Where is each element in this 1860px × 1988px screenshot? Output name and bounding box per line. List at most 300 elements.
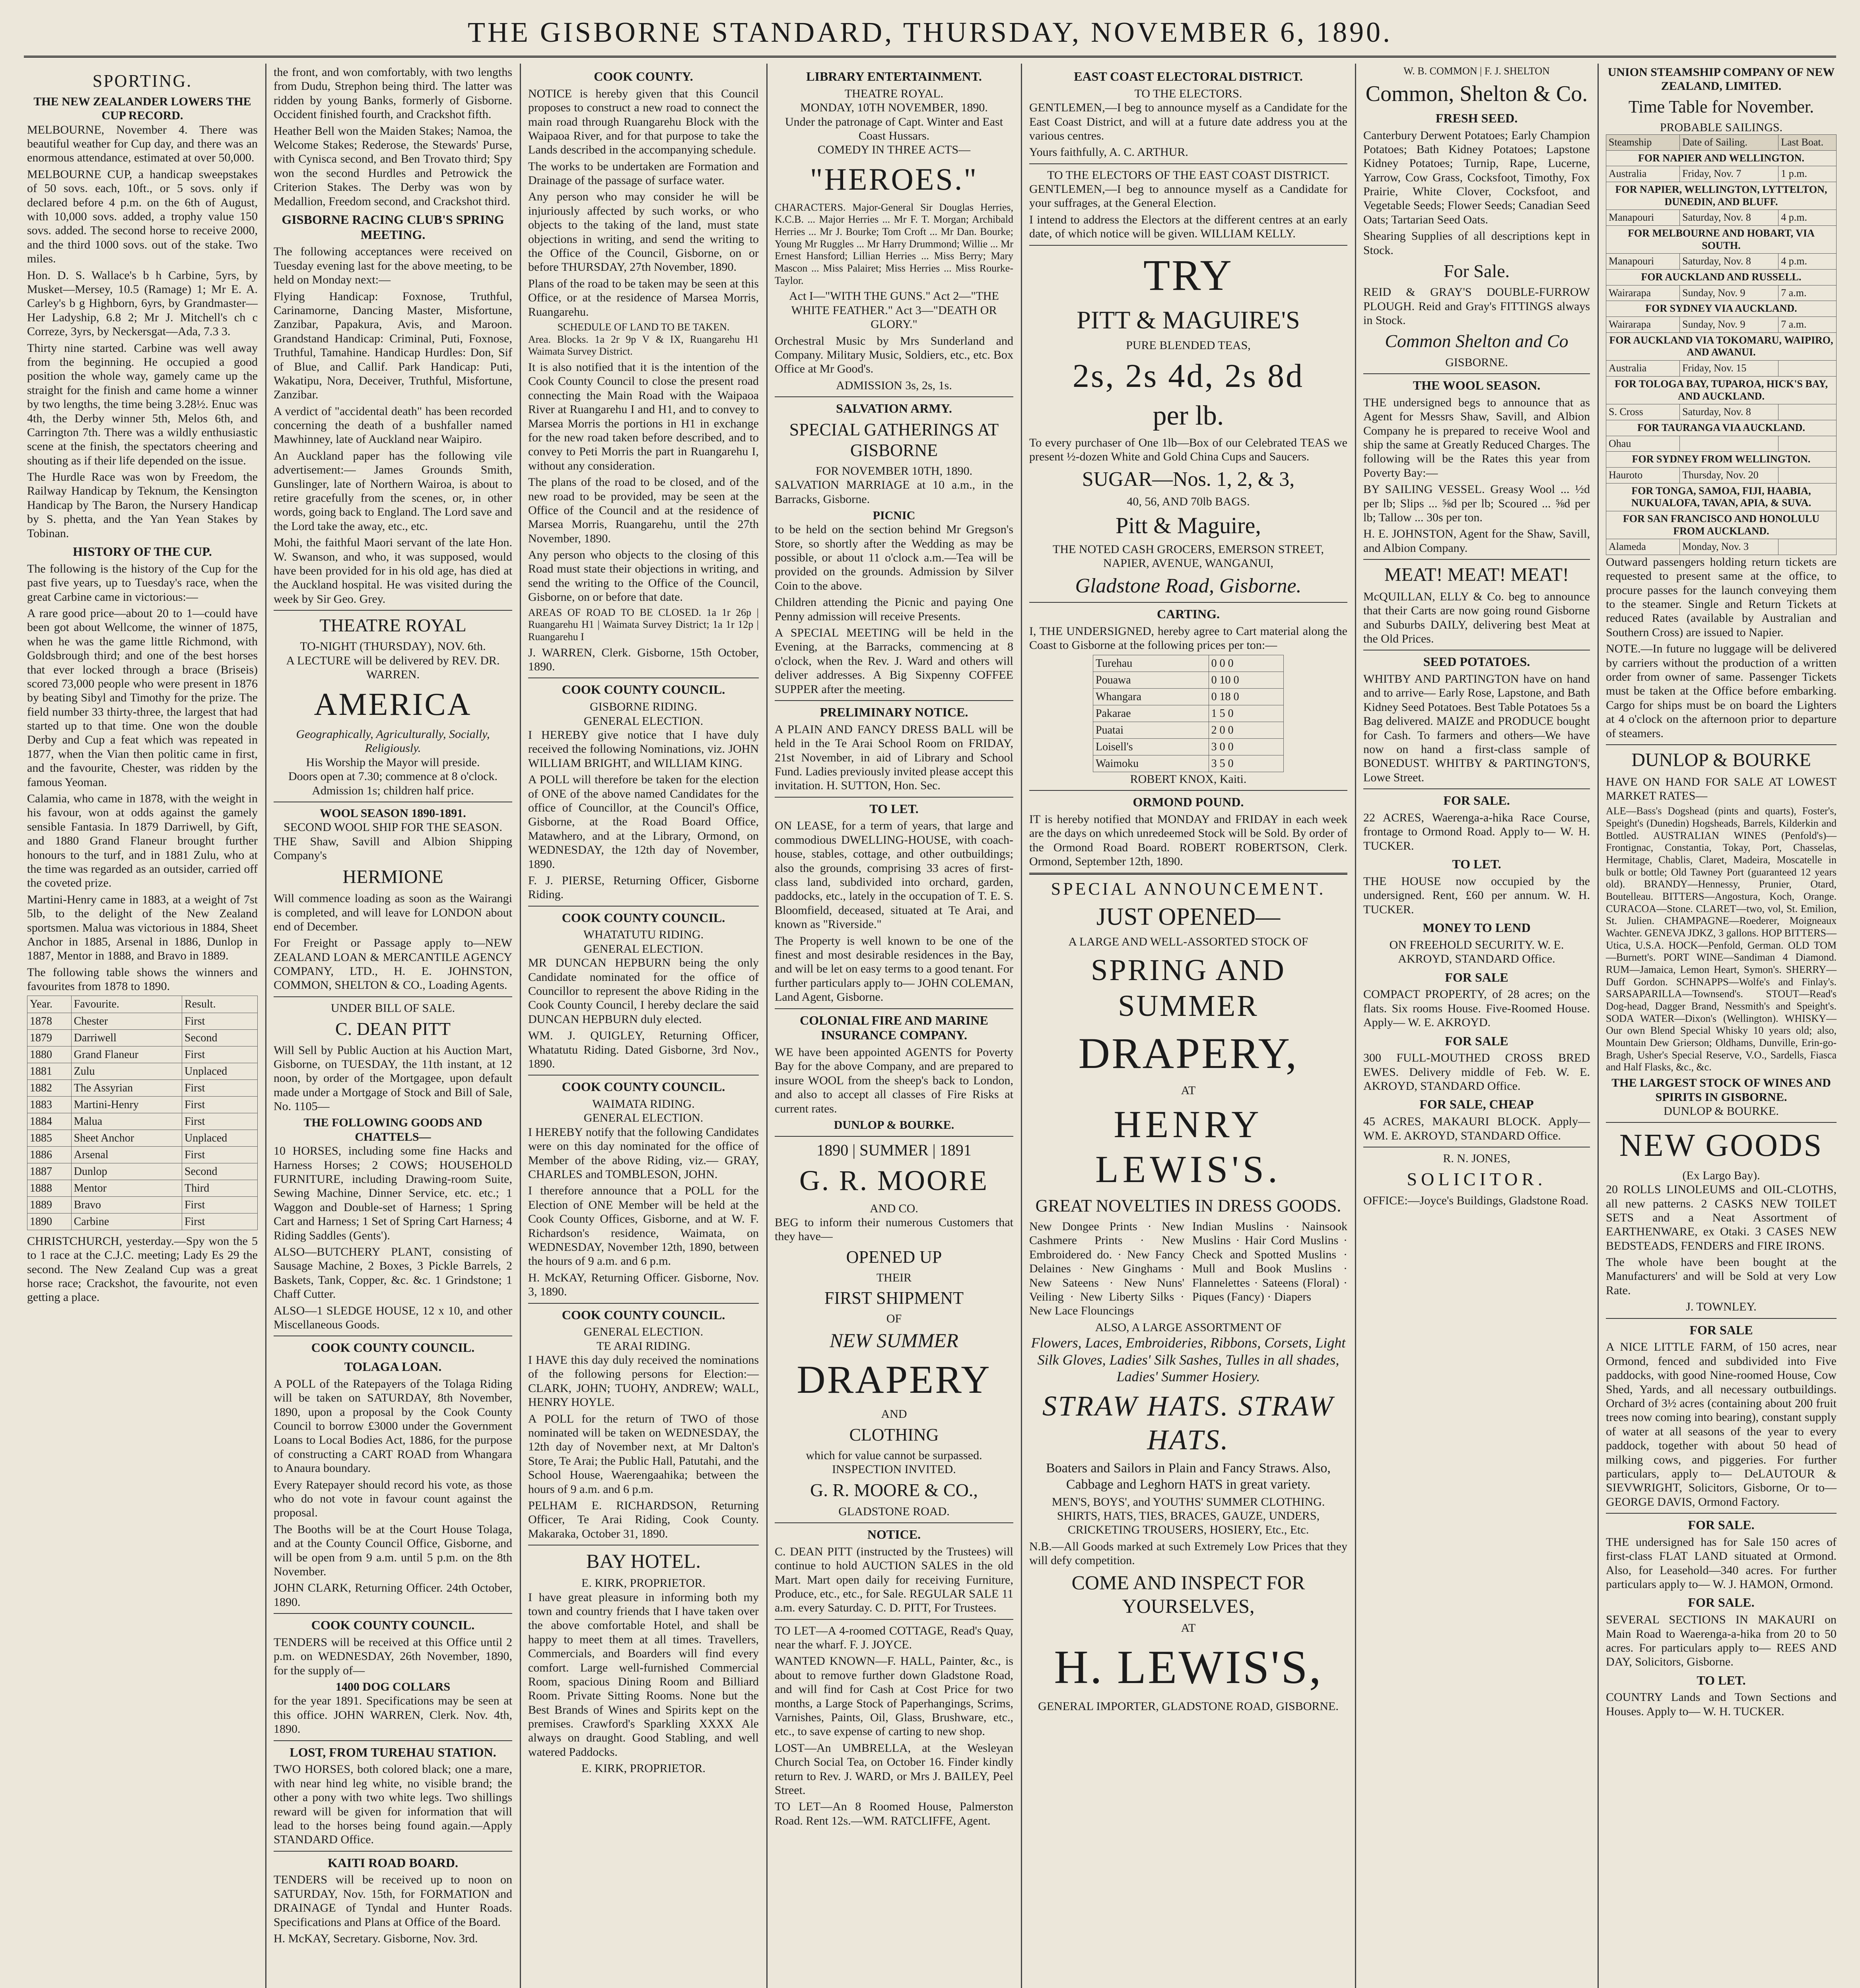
ad-paragraph: Plans of the road to be taken may be seen at this Office, or at the residence of Marsea Morris, Ruangarehu.: [528, 277, 759, 318]
table-cell: First: [182, 1196, 258, 1213]
ad-paragraph: I intend to address the Electors at the different centres at an early date, of which notice will be given. WILLIAM KELLY.: [1029, 213, 1347, 241]
table-header: Steamship: [1606, 135, 1680, 151]
table-cell: 4 p.m.: [1778, 254, 1837, 270]
column-electoral-and-lewis: [1022, 64, 1356, 1988]
table-row: [1093, 672, 1284, 688]
table-cell: Turehau: [1093, 655, 1209, 672]
table-header: Last Boat.: [1778, 135, 1837, 151]
table-cell: Ohau: [1606, 436, 1680, 452]
table-cell: Saturday, Nov. 8: [1680, 254, 1778, 270]
table-cell: Manapouri: [1606, 210, 1680, 226]
masthead-date-line: THE GISBORNE STANDARD, THURSDAY, NOVEMBER 6, 1890.: [467, 16, 1393, 48]
ad-paragraph: BEG to inform their numerous Customers that they have—: [775, 1215, 1013, 1243]
route-heading: FOR AUCKLAND VIA TOKOMARU, WAIPIRO, AND AWANUI.: [1606, 332, 1837, 360]
notice-heading: FOR SALE: [1445, 970, 1508, 984]
table-cell: Whangara: [1093, 688, 1209, 705]
ad-line: AT: [1181, 1084, 1196, 1097]
ad-headline: FIRST SHIPMENT: [824, 1288, 964, 1308]
table-row: [1606, 226, 1837, 254]
notice-heading: SEED POTATOES.: [1423, 654, 1530, 669]
table-row: [27, 1213, 258, 1230]
table-row: [1606, 317, 1837, 333]
notice-heading: COOK COUNTY COUNCIL.: [562, 1307, 725, 1322]
ad-line: Geographically, Agriculturally, Socially, Religiously.: [296, 728, 490, 755]
table-row: [27, 1180, 258, 1196]
grocer-name: PITT & MAGUIRE'S: [1077, 306, 1300, 334]
straw-hats-headline: STRAW HATS. STRAW HATS.: [1042, 1390, 1334, 1456]
ad-paragraph: Outward passengers holding return tickets are requested to present same at the office, to procure passes for the launch conveying them to the steamer. Single and Return Tickets at reduced Rates (available by Australian and Southern Cross) are issued to Napier.: [1606, 555, 1837, 639]
ad-line: DUNLOP & BOURKE.: [1664, 1104, 1779, 1118]
article-paragraph: Mohi, the faithful Maori servant of the late Hon. W. Swanson, and who, it was supposed, would have been provided for in his old age, has died at the Auckland hospital. He was visited during the week by Sir Geo. Grey.: [274, 536, 512, 606]
ad-paragraph: 10 HORSES, including some fine Hacks and Harness Horses; 2 COWS; HOUSEHOLD FURNITURE, including Drawing-room Suite, Sewing Machine, Dinner Service, etc. etc.; 1 Waggon and Double-set of Harness; 1 Spring Cart and Harness; 1 Set of Spring Cart Harness; 4 Riding Saddles (Gents').: [274, 1144, 512, 1242]
divider: [775, 1619, 1013, 1620]
divider: [274, 1851, 512, 1852]
notice-heading: THE WOOL SEASON.: [1413, 378, 1541, 393]
notice-heading: ORMOND POUND.: [1133, 795, 1244, 810]
ad-paragraph: MR DUNCAN HEPBURN being the only Candidate nominated for the office of Councillor to represent the above Riding in the Cook County Council, I hereby declare the said DUNCAN HEPBURN duly elected.: [528, 956, 759, 1026]
ad-line: TE ARAI RIDING.: [597, 1339, 690, 1353]
cup-history-heading: HISTORY OF THE CUP.: [73, 544, 212, 559]
ad-paragraph: THE undersigned begs to announce that as Agent for Messrs Shaw, Savill, and Albion Company he is prepared to receive Wool and ship the same at Greatly Reduced Charges. The following will be the Rates this year from Poverty Bay:—: [1363, 396, 1590, 480]
table-cell: Mentor: [71, 1180, 182, 1196]
timetable-heading: Time Table for November.: [1628, 97, 1814, 116]
table-cell: Pakarae: [1093, 705, 1209, 722]
table-cell: 3 0 0: [1209, 738, 1283, 755]
dress-goods-lists: [1029, 1219, 1347, 1320]
table-cell: Second: [182, 1029, 258, 1046]
ad-line: THEIR: [876, 1271, 912, 1284]
henry-lewis-headline: HENRY LEWIS'S.: [1095, 1103, 1281, 1190]
ad-paragraph: The plans of the road to be closed, and of the new road to be provided, may be seen at the Office of the Council and at the residence of Marsea Morris, Ruangarehu, until the 27th November, 1890.: [528, 476, 759, 545]
table-row: [1606, 376, 1837, 404]
season-banner: 1890 | SUMMER | 1891: [816, 1141, 972, 1159]
ad-paragraph: The Property is well known to be one of the finest and most desirable residences in the Bay, and will be let on easy terms to a good tenant. For further particulars apply to— JOHN COLEMAN, Land Agent, Gisborne.: [775, 934, 1013, 1004]
route-heading: FOR AUCKLAND AND RUSSELL.: [1606, 270, 1837, 285]
ad-line: Under the patronage of Capt. Winter and East Coast Hussars.: [785, 115, 1003, 142]
ad-paragraph: WE have been appointed AGENTS for Poverty Bay for the above Company, and are prepared to insure WOOL from the sheep's back to London, and also to accept all classes of Fire Risks at current rates.: [775, 1046, 1013, 1115]
table-cell: Saturday, Nov. 8: [1680, 404, 1778, 420]
ad-paragraph: WANTED KNOWN—F. HALL, Painter, &c., is about to remove further down Gladstone Road, and will find for Cash at Cost Price for two months, a Large Stock of Paperhangings, Scrims, Varnishes, Paints, Oil, Glass, Brushware, etc., etc., to save expense of carting to new shop.: [775, 1654, 1013, 1738]
notice-heading: EAST COAST ELECTORAL DISTRICT.: [1074, 69, 1303, 83]
notice-heading: COOK COUNTY COUNCIL.: [562, 1079, 725, 1094]
ad-paragraph: THE Shaw, Savill and Albion Shipping Company's: [274, 835, 512, 862]
store-name-footer: G. R. MOORE & CO.,: [810, 1480, 978, 1501]
table-row: [1606, 210, 1837, 226]
ad-paragraph: Orchestral Music by Mrs Sunderland and Company. Military Music, Soldiers, etc., etc. Box Office at Mr Good's.: [775, 334, 1013, 376]
ad-line: A LECTURE will be delivered by REV. DR. WARREN.: [286, 654, 500, 681]
table-header: Year.: [27, 996, 72, 1013]
table-cell: Wairarapa: [1606, 317, 1680, 333]
table-cell: First: [182, 1013, 258, 1029]
ad-line: PURE BLENDED TEAS,: [1126, 338, 1251, 352]
ad-paragraph: HAVE ON HAND FOR SALE AT LOWEST MARKET RATES—: [1606, 775, 1837, 802]
ad-paragraph: The Booths will be at the Court House Tolaga, and at the County Council Office, Gisborne, and will be open from 9 a.m. until 5 p.m. on the 8th November.: [274, 1522, 512, 1578]
table-cell: First: [182, 1079, 258, 1096]
ad-line: (Ex Largo Bay).: [1682, 1169, 1760, 1182]
ad-paragraph: To every purchaser of One 1lb—Box of our Celebrated TEAS we present ½-dozen White and Gold China Cups and Saucers.: [1029, 436, 1347, 464]
ad-paragraph: A PLAIN AND FANCY DRESS BALL will be held in the Te Arai School Room on FRIDAY, 21st November, in aid of Library and School Fund. Ladies previously invited please accept this invitation. H. SUTTON, Hon. Sec.: [775, 722, 1013, 792]
ad-paragraph: AREAS OF ROAD TO BE CLOSED. 1a 1r 26p | Ruangarehu H1 | Waimata Survey District; 1a 1r 12p | Ruangarehu I: [528, 606, 759, 643]
table-cell: Manapouri: [1606, 254, 1680, 270]
table-cell: 1879: [27, 1029, 72, 1046]
divider: [775, 700, 1013, 701]
ad-paragraph: NOTE.—In future no luggage will be delivered by carriers without the production of a written order from owner of same. Passenger Tickets must be taken at the Office before embarking. Cargo for ships must be on board the Lighters at 4 o'clock on the afternoon prior to departure of steamers.: [1606, 642, 1837, 740]
grocer-name: Pitt & Maguire,: [1116, 512, 1261, 538]
table-cell: Hauroto: [1606, 467, 1680, 483]
table-cell: 1883: [27, 1096, 72, 1113]
table-cell: 1889: [27, 1196, 72, 1213]
ad-line: INSPECTION INVITED.: [832, 1462, 956, 1476]
ad-paragraph: REID & GRAY'S DOUBLE-FURROW PLOUGH. Reid and Gray's FITTINGS always in Stock.: [1363, 285, 1590, 327]
ad-paragraph: A POLL will therefore be taken for the election of ONE of the above named Candidates for the office of Councillor, at the Council's Office, Gisborne, at the Road Board Office, Matawhero, and at the Library, Ormond, on WEDNESDAY, the 12th day of November, 1890.: [528, 773, 759, 871]
table-cell: Australia: [1606, 166, 1680, 182]
table-cell: First: [182, 1046, 258, 1063]
ad-line: GENERAL ELECTION.: [583, 942, 704, 955]
notice-heading: FOR SALE.: [1443, 793, 1510, 808]
ad-paragraph: Boaters and Sailors in Plain and Fancy Straws. Also, Cabbage and Leghorn HATS in great variety.: [1046, 1461, 1331, 1492]
notice-heading: TO LET.: [869, 801, 919, 816]
table-cell: Alameda: [1606, 539, 1680, 555]
divider: [274, 1740, 512, 1741]
ad-line: GISBORNE.: [1445, 355, 1508, 369]
divider: [1606, 1513, 1837, 1514]
notice-heading: FOR SALE: [1689, 1322, 1753, 1337]
route-heading: FOR TOLOGA BAY, TUPAROA, HICK'S BAY, AND AUCKLAND.: [1606, 376, 1837, 404]
table-row: [27, 1013, 258, 1029]
ad-line: AND: [881, 1408, 907, 1421]
tea-prices: 2s, 2s 4d, 2s 8d: [1072, 357, 1304, 395]
notice-heading: FOR SALE: [1445, 1033, 1508, 1048]
divider: [1363, 788, 1590, 789]
notice-heading: FRESH SEED.: [1435, 111, 1518, 125]
ad-paragraph: It is also notified that it is the intention of the Cook County Council to close the present road connecting the Main Road with the Waipaoa River at Ruangarehu I and H1, and to convey to Marsea Morris the portions in H1 in exchange for the new road taken before described, and to convey to Peti Morris the part in Ruangarehu I, without any consideration.: [528, 361, 759, 472]
notice-heading: LOST, FROM TUREHAU STATION.: [290, 1745, 496, 1759]
table-cell: Carbine: [71, 1213, 182, 1230]
ad-paragraph: TENDERS will be received up to noon on SATURDAY, Nov. 15th, for FORMATION and DRAINAGE of Tyndal and Hunter Roads. Specifications and Plans at Office of the Board.: [274, 1873, 512, 1929]
table-row: [27, 1113, 258, 1130]
ad-paragraph: A POLL for the return of TWO of those nominated will be taken on WEDNESDAY, the 12th day of November next, at Mr Dalton's Store, Te Arai; the Public Hall, Patutahi, and the School House, Waerengaahika; between the hours of 9 a.m. and 6 p.m.: [528, 1412, 759, 1496]
article-paragraph: MELBOURNE, November 4. There was beautiful weather for Cup day, and there was an enormous attendance, estimated at over 50,000.: [27, 123, 258, 165]
table-row: [1606, 285, 1837, 301]
firm-name-script: Common Shelton and Co: [1385, 331, 1568, 351]
new-goods-headline: NEW GOODS: [1619, 1128, 1823, 1163]
ad-line: E. KIRK, PROPRIETOR.: [581, 1576, 706, 1590]
lecture-title: AMERICA: [314, 687, 472, 722]
ad-paragraph: I HAVE this day duly received the nominations of the following persons for Election:— CLARK, JOHN; TUOHY, ANDREW; WALL, HENRY HOYLE.: [528, 1353, 759, 1409]
ad-paragraph: THE HOUSE now occupied by the undersigned. Rent, £60 per annum. W. H. TUCKER.: [1363, 874, 1590, 916]
table-row: [27, 1079, 258, 1096]
table-row: [1606, 254, 1837, 270]
table-cell: First: [182, 1096, 258, 1113]
ad-paragraph: ALSO—1 SLEDGE HOUSE, 12 x 10, and other Miscellaneous Goods.: [274, 1304, 512, 1331]
ad-paragraph: The whole have been bought at the Manufacturers' and will be Sold at very Low Rate.: [1606, 1256, 1837, 1297]
ad-line: GENERAL ELECTION.: [583, 714, 704, 728]
notice-heading: PRELIMINARY NOTICE.: [820, 705, 968, 719]
ad-line: THE LARGEST STOCK OF WINES AND SPIRITS IN GISBORNE.: [1611, 1076, 1831, 1104]
ad-paragraph: SALVATION MARRIAGE at 10 a.m., in the Barracks, Gisborne.: [775, 478, 1013, 506]
ad-line: TO-NIGHT (THURSDAY), NOV. 6th.: [300, 640, 486, 653]
ad-paragraph: 22 ACRES, Waerenga-a-hika Race Course, frontage to Ormond Road. Apply to— W. H. TUCKER.: [1363, 811, 1590, 852]
notice-heading: TO LET.: [1697, 1673, 1746, 1687]
notice-heading: FOR SALE.: [1688, 1595, 1755, 1610]
table-row: [1093, 688, 1284, 705]
table-row: [1606, 166, 1837, 182]
table-cell: 1885: [27, 1130, 72, 1146]
partners-line: W. B. COMMON | F. J. SHELTON: [1403, 65, 1550, 77]
article-paragraph: Thirty nine started. Carbine was well away from the beginning. He occupied a good position the whole way, gamely came up the straight for the finish and came home a winner by two lengths, the time being 3.28½. Enuc was 4th, the Derby winner 5th, Melos 6th, and Carrington 7th. There was a wildly enthusiastic scene at the finish, the spectators cheering and shouting as if their life depended on the issue.: [27, 341, 258, 467]
ad-paragraph: TWO HORSES, both colored black; one a mare, with near hind leg white, no visible brand; the other a pony with two white legs. Two shillings reward will be given for information that will lead to the horses being found again.—Apply STANDARD Office.: [274, 1763, 512, 1846]
divider: [775, 396, 1013, 397]
masthead-rule: [24, 56, 1836, 58]
ad-paragraph: ON LEASE, for a term of years, that large and commodious DWELLING-HOUSE, with coach-house, stables, cottage, and other outbuildings; also the grounds, comprising 33 acres of first-class land, subdivided into orchard, garden, paddocks, etc., lately in the occupation of T. E. S. Bloomfield, deceased, situated at Te Arai, and known as "Riverside.": [775, 819, 1013, 931]
divider: [1029, 245, 1347, 246]
ad-line: PICNIC: [873, 509, 915, 522]
firm-name: Common, Shelton & Co.: [1365, 81, 1588, 106]
table-cell: Grand Flaneur: [71, 1046, 182, 1063]
ad-line: His Worship the Mayor will preside.: [306, 755, 480, 769]
divider: [775, 1522, 1013, 1523]
column-county-notices: [521, 64, 768, 1988]
just-opened: JUST OPENED—: [1096, 903, 1281, 930]
route-heading: FOR SYDNEY VIA AUCKLAND.: [1606, 301, 1837, 317]
table-cell: [1778, 539, 1837, 555]
solicitor-heading: SOLICITOR.: [1407, 1169, 1547, 1190]
ad-paragraph: Flowers, Laces, Embroideries, Ribbons, Corsets, Light Silk Gloves, Ladies' Silk Sashes, Tulles in all shades, Ladies' Summer Hosiery.: [1031, 1335, 1346, 1385]
table-row: [1606, 539, 1837, 555]
route-heading: FOR TAURANGA VIA AUCKLAND.: [1606, 420, 1837, 436]
table-cell: First: [182, 1146, 258, 1163]
cup-winners-table: [27, 996, 258, 1230]
ad-paragraph: MEN'S, BOYS', and YOUTHS' SUMMER CLOTHING. SHIRTS, HATS, TIES, BRACES, GAUZE, UNDERS, CRICKETING TROUSERS, HOSIERY, Etc., Etc.: [1051, 1495, 1325, 1537]
notice-heading: KAITI ROAD BOARD.: [327, 1855, 459, 1870]
table-row: [1606, 404, 1837, 420]
ad-paragraph: PELHAM E. RICHARDSON, Returning Officer, Te Arai Riding, Cook County. Makaraka, October 31, 1890.: [528, 1499, 759, 1540]
table-row: [1093, 722, 1284, 738]
table-cell: 1886: [27, 1146, 72, 1163]
table-cell: Third: [182, 1180, 258, 1196]
ad-paragraph: COUNTRY Lands and Town Sections and Houses. Apply to— W. H. TUCKER.: [1606, 1691, 1837, 1718]
ad-paragraph: ALE—Bass's Dogshead (pints and quarts), Foster's, Speight's (Dunedin) Hogsheads, Barrels, Kilderkin and Bottled. AUSTRALIAN WINES (Penfold's)—Frontignac, Constantia, Tokay, Port, Chasselas, Hermitage, Chablis, Claret, Madeira, Moscatelle in bulk or bottle; Old Tawney Port (guaranteed 12 years old). BRANDY—Hennessy, Prunier, Otard, Boutelleau. BITTERS—Angostura, Koch, Orange. CURACOA—Stone. CLARET—two, vol, St. Emilion, St. Julien. CHAMPAGNE—Roederer, Moigneaux Wachter. GENEVA JDKZ, 3 gallons. HOP BITTERS—Utica, U.S.A. HOCK—Penfold, German. OLD TOM—Burnett's. PORT WINE—Sandiman 4 Diamond. RUM—Jamaica, Lemon Heart, Symon's. SHERRY—Duff Gordon. SCHNAPPS—Wolfe's and Finlay's. SARSAPARILLA—Townsend's. STOUT—Read's Dog-head, Dagger Brand, Nessmith's and Speight's. SODA WATER—Dixon's (Wellington). WHISKY—Our own Blend Special Whisky 10 years old; also, Mountain Dew Grierson; Oldhams, Dunville, Erin-go-Bragh, Usher's Special Reserve, V.O., Sardells, Fiasca and Half Flasks, &c., &c.: [1606, 805, 1837, 1073]
special-announcement: SPECIAL ANNOUNCEMENT.: [1051, 879, 1326, 899]
table-cell: Martini-Henry: [71, 1096, 182, 1113]
table-cell: [1680, 436, 1778, 452]
article-paragraph: A verdict of "accidental death" has been recorded concerning the death of a bushfaller named Mawhinney, late of Auckland near Waipiro.: [274, 404, 512, 446]
notice-heading: TOLAGA LOAN.: [344, 1359, 442, 1374]
ad-paragraph: Act I—"WITH THE GUNS." Act 2—"THE WHITE FEATHER." Act 3—"DEATH OR GLORY.": [789, 289, 999, 331]
dress-goods-headline: GREAT NOVELTIES IN DRESS GOODS.: [1035, 1196, 1341, 1216]
ad-line: J. TOWNLEY.: [1686, 1300, 1757, 1314]
ad-paragraph: GENTLEMEN,—I beg to announce myself as a Candidate for your suffrages, at the General Election.: [1029, 182, 1347, 210]
ad-paragraph: For Freight or Passage apply to—NEW ZEALAND LOAN & MERCANTILE AGENCY COMPANY, LTD., H. E. JOHNSTON, COMMON, SHELTON & CO., Loading Agents.: [274, 936, 512, 992]
table-row: [1093, 655, 1284, 672]
ad-line: GISBORNE RIDING.: [590, 700, 697, 714]
goods-list: Indian Muslins · Nainsook Muslins · Hair Cord Muslins · Check and Spotted Muslins · Mull and Book Muslins · Flannelettes · Sateens (Floral) · Piques (Fancy) · Diapers: [1192, 1220, 1347, 1303]
notice-heading: COOK COUNTY COUNCIL.: [562, 910, 725, 925]
grocer-address: Gladstone Road, Gisborne.: [1075, 574, 1302, 597]
ad-paragraph: Will Sell by Public Auction at his Auction Mart, Gisborne, on TUESDAY, the 11th instant, at 12 noon, by order of the Mortgagee, upon default made under a Mortgage of Stock and Bill of Sale, No. 1105—: [274, 1043, 512, 1113]
divider: [775, 1008, 1013, 1009]
ad-paragraph: NOTICE is hereby given that this Council proposes to construct a new road to connect the main road through Ruangarehu Block with the Waipaoa River, and for that purpose to take the Lands described in the accompanying schedule.: [528, 87, 759, 157]
table-cell: 1882: [27, 1079, 72, 1096]
table-cell: 1881: [27, 1063, 72, 1079]
notice-heading: NOTICE.: [867, 1527, 921, 1541]
ad-paragraph: F. J. PIERSE, Returning Officer, Gisborne Riding.: [528, 874, 759, 901]
ad-paragraph: 45 ACRES, MAKAURI BLOCK. Apply— WM. E. AKROYD, STANDARD Office.: [1363, 1115, 1590, 1142]
table-cell: First: [182, 1213, 258, 1230]
ad-line: OF: [886, 1312, 902, 1325]
notice-heading: TO LET.: [1452, 857, 1501, 872]
column-sporting: [20, 64, 266, 1988]
table-cell: Wairarapa: [1606, 285, 1680, 301]
table-row: [1606, 150, 1837, 166]
ad-line: SECOND WOOL SHIP FOR THE SEASON.: [283, 821, 503, 834]
table-row: [27, 1063, 258, 1079]
table-cell: 0 10 0: [1209, 672, 1283, 688]
table-cell: Friday, Nov. 15: [1680, 361, 1778, 377]
ad-paragraph: Canterbury Derwent Potatoes; Early Champion Potatoes; Bath Kidney Potatoes; Lapstone Kidney Potatoes; Turnip, Rape, Lucerne, Yarrow, Cow Grass, Cocksfoot, Timothy, Fox Prairie, White Clover, Cocksfoot, and Vegetable Seeds; Flower Seeds; Canadian Seed Oats; Tartarian Seed Oats.: [1363, 128, 1590, 226]
table-cell: Sheet Anchor: [71, 1130, 182, 1146]
table-cell: Australia: [1606, 361, 1680, 377]
h-lewis-headline: H. LEWIS'S,: [1054, 1640, 1323, 1694]
notice-heading: FOR SALE.: [1688, 1518, 1755, 1532]
ad-paragraph: IT is hereby notified that MONDAY and FRIDAY in each week are the days on which unredeemed Stock will be Sold. By order of the Ormond Road Board. ROBERT ROBERTSON, Clerk. Ormond, September 12th, 1890.: [1029, 813, 1347, 868]
ad-paragraph: C. DEAN PITT (instructed by the Trustees) will continue to hold AUCTION SALES in the old Mart. Mart open daily for receiving Furniture, Produce, etc., etc., for Sale. REGULAR SALE 11 a.m. every Saturday. C. D. PITT, For Trustees.: [775, 1545, 1013, 1615]
ad-headline-try: TRY: [1143, 250, 1233, 299]
ad-paragraph: A SPECIAL MEETING will be held in the Evening, at the Barracks, commencing at 8 o'clock, when the Rev. J. Ward and others will deliver addresses. A Big Sixpenny COFFEE SUPPER after the meeting.: [775, 626, 1013, 696]
ad-line: which for value cannot be surpassed.: [806, 1448, 982, 1462]
ad-paragraph: Any person who may consider he will be injuriously affected by such works, or who objects to the taking of the land, must state objections in writing, and send the writing to the Office of the Council, Gisborne, on or before THURSDAY, 27th November, 1890.: [528, 190, 759, 274]
ad-paragraph: Children attending the Picnic and paying One Penny admission will receive Presents.: [775, 596, 1013, 623]
table-cell: 7 a.m.: [1778, 317, 1837, 333]
table-header: Date of Sailing.: [1680, 135, 1778, 151]
notice-heading: CARTING.: [1157, 607, 1220, 621]
inspect-headline: COME AND INSPECT FOR YOURSELVES,: [1071, 1571, 1305, 1617]
ad-paragraph: Yours faithfully, A. C. ARTHUR.: [1029, 146, 1188, 159]
table-cell: 1 5 0: [1209, 705, 1283, 722]
racing-club-heading: GISBORNE RACING CLUB'S SPRING MEETING.: [282, 212, 504, 242]
notice-heading: LIBRARY ENTERTAINMENT.: [806, 69, 982, 83]
article-paragraph: Heather Bell won the Maiden Stakes; Namoa, the Welcome Stakes; Rederose, the Stewards' Purse, with Cynisca second, and Ben Trovato third; Spy won the second Hurdles and Petrowick the Criterion Stakes. The Derby was won by Medallion, Freedom second, and Crackshot third.: [274, 124, 512, 208]
ad-line: ALSO, A LARGE ASSORTMENT OF: [1095, 1320, 1282, 1334]
theatre-royal-heading: THEATRE ROYAL: [319, 615, 466, 636]
ad-paragraph: The works to be undertaken are Formation and Drainage of the passage of surface water.: [528, 159, 759, 187]
ad-line: E. KIRK, PROPRIETOR.: [581, 1762, 706, 1775]
table-row: [1606, 182, 1837, 210]
ad-line: TO THE ELECTORS OF THE EAST COAST DISTRICT.: [1047, 168, 1329, 182]
divider: [775, 797, 1013, 798]
divider: [528, 906, 759, 907]
route-heading: FOR MELBOURNE AND HOBART, VIA SOUTH.: [1606, 226, 1837, 254]
notice-heading: COOK COUNTY COUNCIL.: [562, 682, 725, 697]
ad-paragraph: I HEREBY notify that the following Candidates were on this day nominated for the office of Member of the above Riding, viz.— GRAY, CHARLES and TOMBLESON, JOHN.: [528, 1125, 759, 1181]
table-row: [27, 1029, 258, 1046]
drapery-headline: DRAPERY,: [1078, 1029, 1298, 1078]
article-paragraph: Martini-Henry came in 1883, at a weight of 7st 5lb, to the delight of the New Zealand sportsmen. Malua was victorious in 1884, Sheet Anchor in 1885, Arsenal in 1886, Dunlop in 1887, Mentor in 1888, and Bravo in 1889.: [27, 893, 258, 963]
hotel-name: BAY HOTEL.: [586, 1550, 701, 1573]
ad-paragraph: Area. Blocks. 1a 2r 9p V & IX, Ruangarehu H1 Waimata Survey District.: [528, 333, 759, 357]
table-cell: Malua: [71, 1113, 182, 1130]
column-news-and-notices: [266, 64, 521, 1988]
ad-line: THEATRE ROYAL.: [844, 87, 944, 100]
article-paragraph: MELBOURNE CUP, a handicap sweepstakes of 50 sovs. each, 10ft., or 5 sovs. only if declared before 4 p.m. on the 6th of August, with 10,000 sovs. added, a trophy value 150 sovs. added. The second horse to receive 2000, and the third 1000 sovs. out of the stake. Two miles.: [27, 167, 258, 266]
ad-paragraph: H. McKAY, Secretary. Gisborne, Nov. 3rd.: [274, 1932, 478, 1945]
divider: [528, 1075, 759, 1076]
table-row: [1606, 420, 1837, 436]
ad-line: THE NOTED CASH GROCERS, EMERSON STREET, NAPIER, AVENUE, WANGANUI,: [1053, 543, 1324, 570]
ad-paragraph: Every Ratepayer should record his vote, as those who do not vote in favour count against the proposal.: [274, 1478, 512, 1520]
divider: [1363, 559, 1590, 560]
table-row: [1606, 467, 1837, 483]
ad-paragraph: H. McKAY, Returning Officer. Gisborne, Nov. 3, 1890.: [528, 1271, 759, 1299]
ad-paragraph: TO LET—A 4-roomed COTTAGE, Read's Quay, near the wharf. F. J. JOYCE.: [775, 1624, 1013, 1652]
table-cell: The Assyrian: [71, 1079, 182, 1096]
table-cell: [1778, 436, 1837, 452]
masthead: [0, 0, 1860, 60]
store-name: G. R. MOORE: [799, 1164, 989, 1196]
play-title: "HEROES.": [810, 161, 978, 196]
ad-line: GENERAL IMPORTER, GLADSTONE ROAD, GISBORNE.: [1038, 1699, 1339, 1713]
ad-line: WHATATUTU RIDING.: [583, 928, 704, 942]
ad-paragraph: J. WARREN, Clerk. Gisborne, 15th October, 1890.: [528, 646, 759, 674]
notice-heading: COOK COUNTY COUNCIL.: [311, 1340, 475, 1355]
ad-paragraph: Shearing Supplies of all descriptions kept in Stock.: [1363, 229, 1590, 257]
divider: [1606, 1122, 1837, 1123]
table-cell: Waimoku: [1093, 755, 1209, 772]
ad-line: AT: [1181, 1621, 1196, 1635]
ad-paragraph: McQUILLAN, ELLY & Co. beg to announce that their Carts are now going round Gisborne and Suburbs DAILY, delivering best Meat at the Old Prices.: [1363, 590, 1590, 645]
table-cell: Loisell's: [1093, 738, 1209, 755]
ad-line: 1400 DOG COLLARS: [335, 1680, 451, 1694]
divider: [1029, 602, 1347, 603]
ad-paragraph: JOHN CLARK, Returning Officer. 24th October, 1890.: [274, 1581, 512, 1609]
ad-paragraph: A NICE LITTLE FARM, of 150 acres, near Ormond, fenced and subdivided into Five paddocks, with good Nine-roomed House, Cow Shed, Yards, and all necessary outbuildings. Orchard of 3½ acres (containing about 200 fruit trees now coming into bearing), constant supply of water at all seasons of the year to every paddock, together with about 50 head of milking cows, and piggeries. For further particulars, apply to— DeLAUTOUR & SIEVWRIGHT, Solicitors, Gisborne, Or to— GEORGE DAVIS, Ormond Factory.: [1606, 1340, 1837, 1508]
ad-paragraph: I, THE UNDERSIGNED, hereby agree to Cart material along the Coast to Gisborne at the following prices per ton:—: [1029, 624, 1347, 652]
divider: [528, 1303, 759, 1304]
ad-line: GENERAL ELECTION.: [583, 1111, 704, 1125]
table-cell: Unplaced: [182, 1130, 258, 1146]
table-cell: Friday, Nov. 7: [1680, 166, 1778, 182]
ad-paragraph: Any person who objects to the closing of this Road must state their objections in writing, and send the writing to the Office of the Council, Gisborne, on or before that date.: [528, 548, 759, 604]
table-row: [1606, 452, 1837, 468]
ad-paragraph: WHITBY AND PARTINGTON have on hand and to arrive— Early Rose, Lapstone, and Bath Kidney Seed Potatoes. Best Table Potatoes 5s a Bag delivered. MAIZE and PRODUCE bought for Cash. To farmers and others—We have now on hand a first-class sample of BONEDUST. WHITBY & PARTINGTON'S, Lowe Street.: [1363, 672, 1590, 784]
table-row: [1606, 270, 1837, 285]
notice-heading: COOK COUNTY COUNCIL.: [311, 1618, 475, 1633]
article-paragraph: Flying Handicap: Foxnose, Truthful, Carinamorne, Dancing Master, Misfortune, Zanzibar, Papakura, Avis, and Maroon. Grandstand Handicap: Criminal, Puti, Foxnose, Truthful, Tamahine. Handicap Hurdles: Don, Sif of Blue, and Callif. Park Handicap: Puti, Wakatipu, Nora, Deceiver, Truthful, Misfortune, Zanzibar.: [274, 289, 512, 402]
ad-paragraph: BY SAILING VESSEL. Greasy Wool ... ½d per lb; Slips ... ⅝d per lb; Scoured ... ⅝d per lb; Tallow ... 30s per ton.: [1363, 483, 1590, 524]
table-cell: Saturday, Nov. 8: [1680, 210, 1778, 226]
ad-paragraph: ON FREEHOLD SECURITY. W. E. AKROYD, STANDARD Office.: [1389, 938, 1564, 966]
table-cell: 4 p.m.: [1778, 210, 1837, 226]
table-cell: Zulu: [71, 1063, 182, 1079]
ad-line: UNDER BILL OF SALE.: [330, 1001, 455, 1015]
table-cell: Second: [182, 1163, 258, 1180]
table-cell: Darriwell: [71, 1029, 182, 1046]
divider: [1363, 373, 1590, 374]
ad-line: SCHEDULE OF LAND TO BE TAKEN.: [557, 321, 730, 333]
table-cell: Monday, Nov. 3: [1680, 539, 1778, 555]
for-sale-heading: For Sale.: [1443, 261, 1510, 282]
table-cell: Sunday, Nov. 9: [1680, 317, 1778, 333]
table-row: [1093, 755, 1284, 772]
table-row: [1606, 301, 1837, 317]
table-cell: Dunlop: [71, 1163, 182, 1180]
table-cell: 1 p.m.: [1778, 166, 1837, 182]
notice-heading: COLONIAL FIRE AND MARINE INSURANCE COMPANY.: [800, 1013, 988, 1043]
article-paragraph: The following is the history of the Cup for the past five years, up to Tuesday's race, when the great Carbine came in victorious:—: [27, 562, 258, 604]
table-row: [1093, 705, 1284, 722]
table-cell: Pouawa: [1093, 672, 1209, 688]
ad-line: WAIMATA RIDING.: [592, 1097, 695, 1111]
